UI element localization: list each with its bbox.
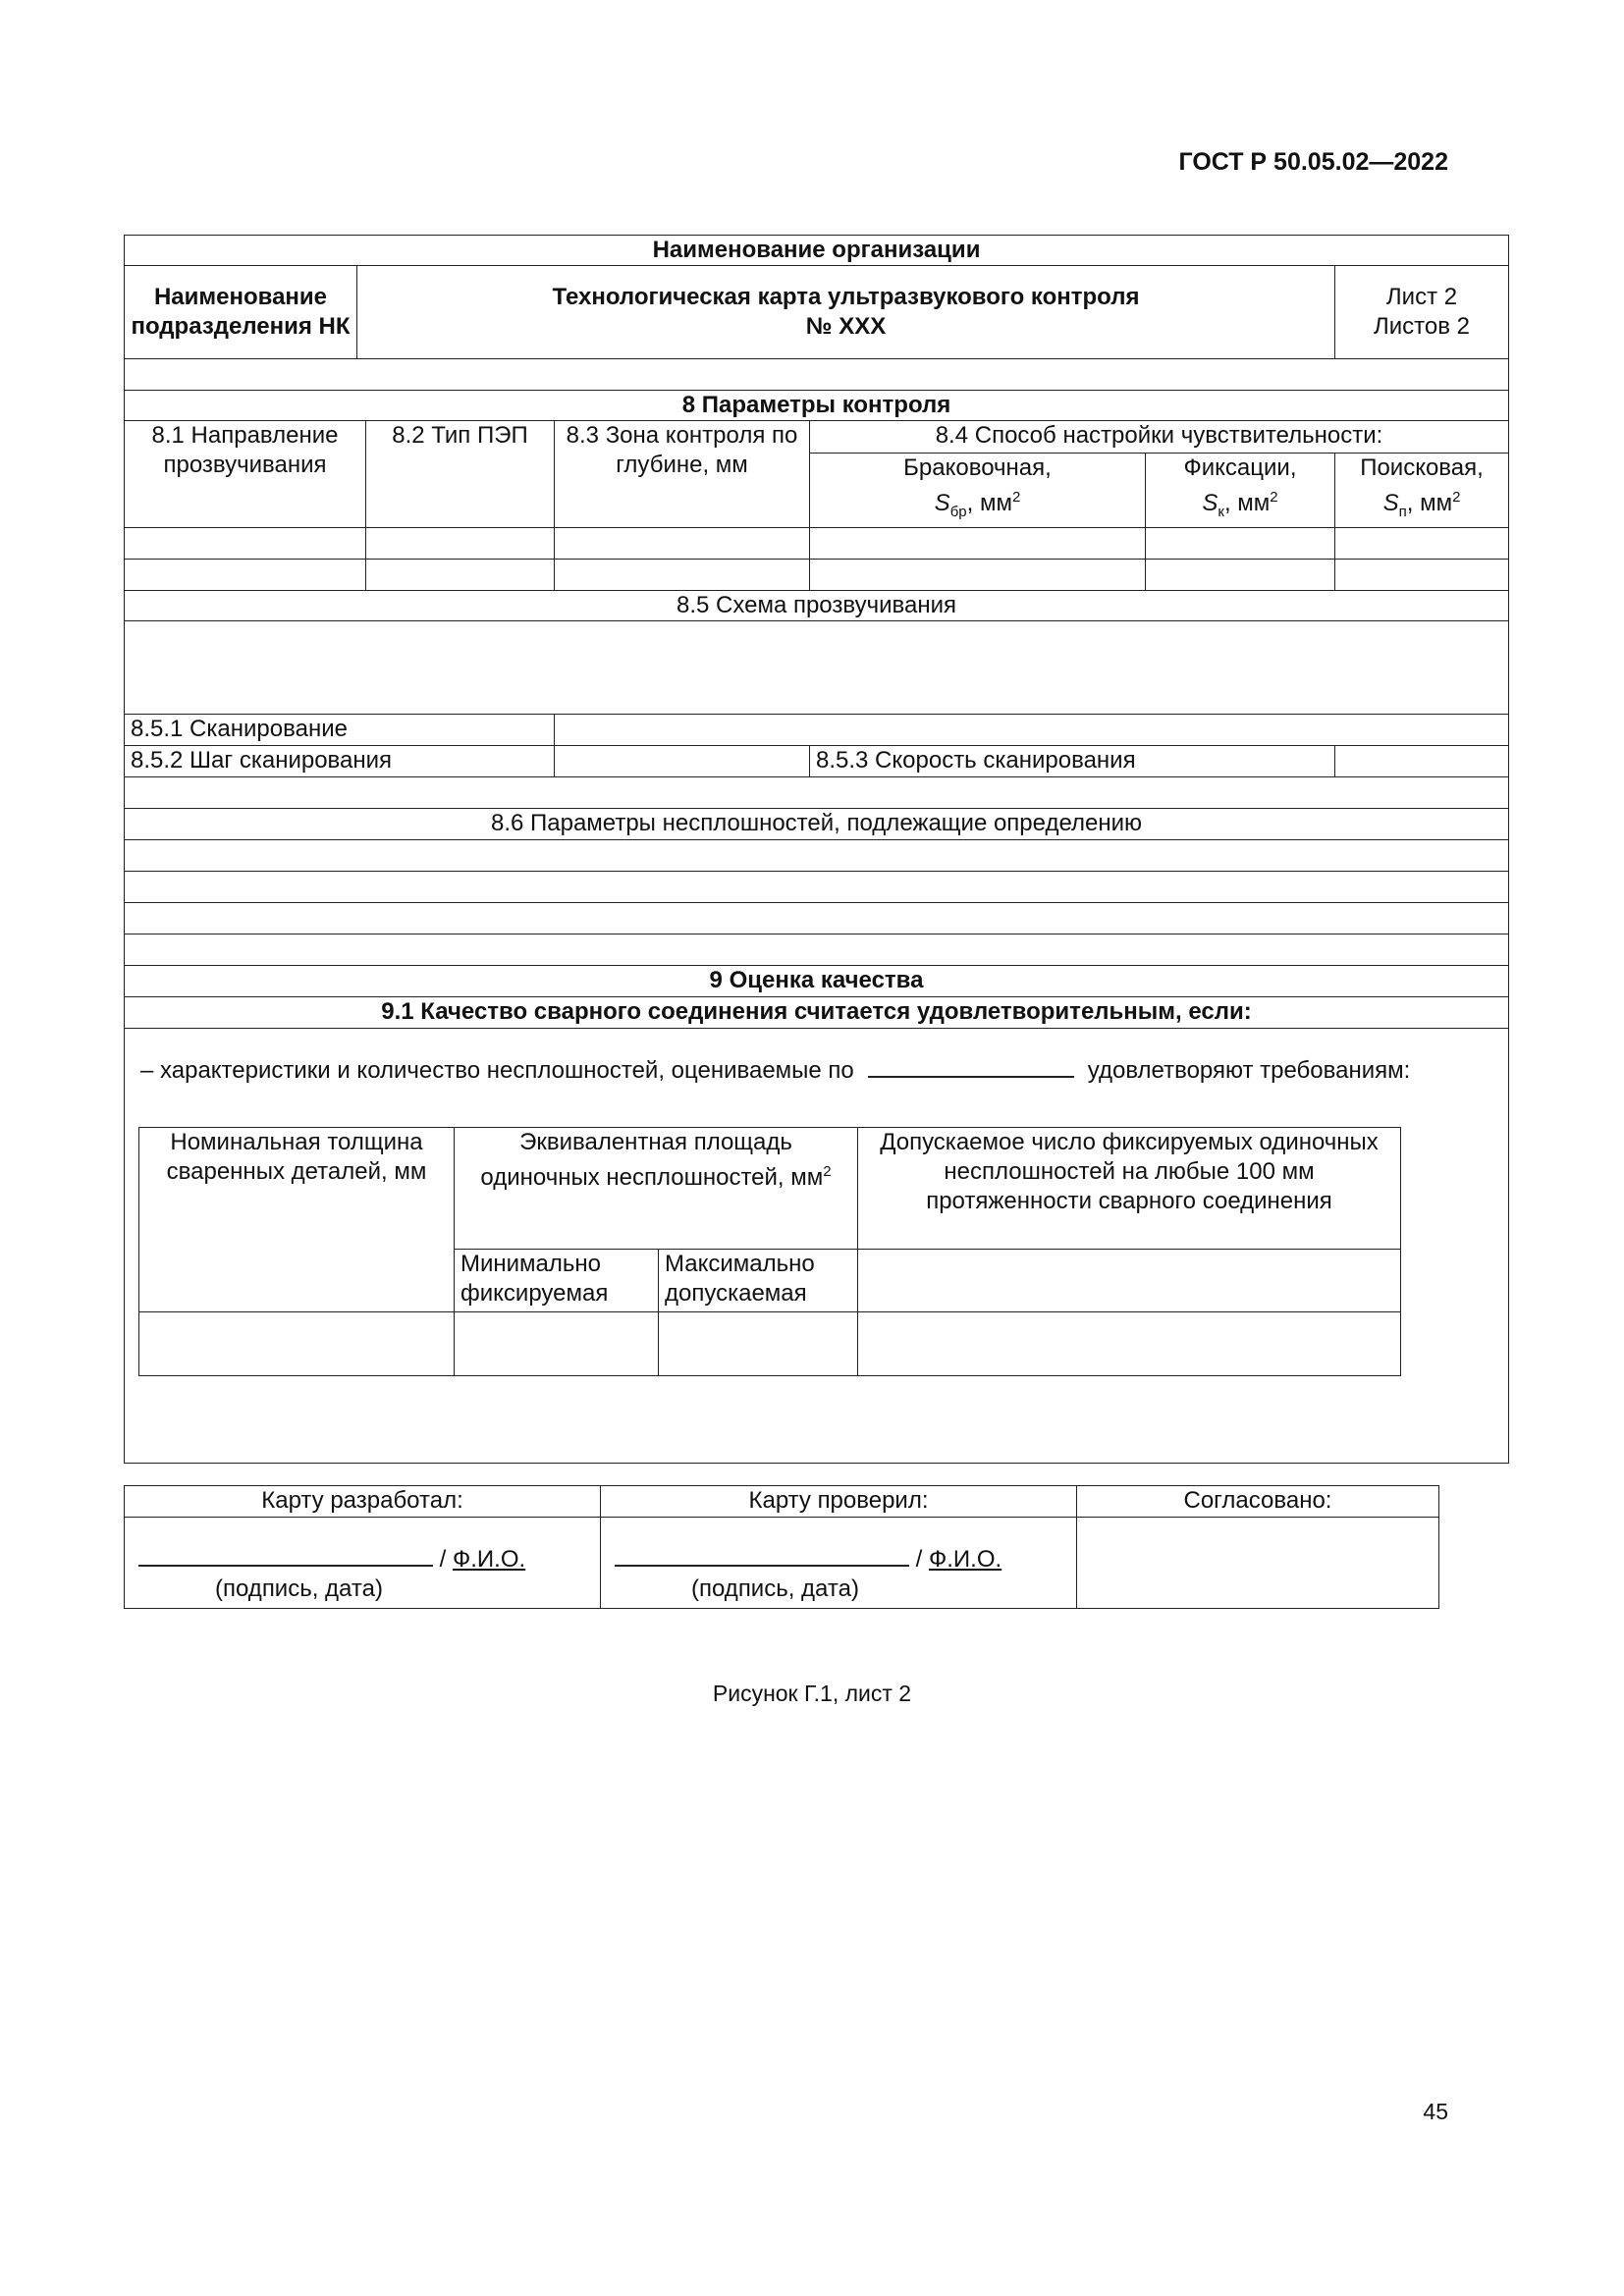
scheme-area [125, 620, 1509, 714]
sub-fix-label: Фиксации, [1183, 454, 1297, 481]
unit-mm: , мм [1406, 490, 1453, 516]
allowed-subcell [858, 1249, 1401, 1311]
unit-sup: 2 [1011, 489, 1021, 506]
sub-search-unit [1341, 483, 1502, 527]
col-allowed: Допускаемое число фиксируемых одиночных несплошностей на любые 100 мм протяженности сварного соединения [858, 1127, 1401, 1249]
organization-name: Наименование организации [125, 236, 1509, 266]
checked-signature [601, 1518, 1077, 1609]
scan-speed-value [1335, 745, 1509, 776]
blank-row [125, 359, 1509, 391]
quality-section [125, 1028, 1509, 1463]
card-number: № XXX [805, 313, 887, 340]
quality-table [138, 1127, 1401, 1376]
defects-row [125, 934, 1509, 965]
fio-label: Ф.И.О. [929, 1546, 1002, 1573]
unit-mm: , мм [1223, 490, 1271, 516]
checked-signature-line: / Ф.И.О. [615, 1541, 1068, 1575]
blank-row [125, 776, 1509, 808]
developed-signature [125, 1518, 601, 1609]
col-area [455, 1127, 858, 1249]
sheet-number: Лист 2 [1385, 284, 1458, 310]
signature-blank[interactable] [615, 1541, 909, 1567]
unit-sup: 2 [1270, 489, 1278, 506]
section9-subtitle: 9.1 Качество сварного соединения считается удовлетворительным, если: [125, 996, 1509, 1028]
quality-entry-row [139, 1311, 1401, 1375]
defects-title: 8.6 Параметры несплошностей, подлежащие определению [125, 808, 1509, 839]
col-zone: 8.3 Зона контроля по глубине, мм [555, 421, 810, 528]
scanning-label: 8.5.1 Сканирование [125, 714, 555, 745]
developed-label: Карту разработал: [125, 1486, 601, 1518]
agreed-signature [1077, 1518, 1439, 1609]
sub-reject-index: бр [949, 503, 967, 520]
sub-reject-unit [816, 483, 1139, 527]
document-blank-field[interactable] [868, 1054, 1074, 1078]
card-title-cell [357, 266, 1335, 359]
unit-sup: 2 [1452, 489, 1461, 506]
page-number: 45 [1423, 2099, 1448, 2124]
sub-max: Максимально допускаемая [659, 1249, 858, 1311]
sub-min: Минимально фиксируемая [455, 1249, 659, 1311]
sub-reject-symbol: S [934, 490, 950, 516]
col-thickness: Номинальная толщина сваренных деталей, мм [139, 1127, 455, 1311]
sub-search-label: Поисковая, [1360, 454, 1484, 481]
params-entry-row [125, 527, 1509, 559]
fio-label: Ф.И.О. [453, 1546, 526, 1573]
figure-caption: Рисунок Г.1, лист 2 [712, 1681, 912, 1706]
document-standard-header: ГОСТ Р 50.05.02—2022 [1178, 148, 1448, 176]
req-prefix: – характеристики и количество несплошностей, оцениваемые по [140, 1056, 854, 1084]
sheets-total: Листов 2 [1374, 313, 1470, 340]
checked-label: Карту проверил: [601, 1486, 1077, 1518]
col-area-label: Эквивалентная площадь одиночных несплошностей, мм [480, 1128, 824, 1191]
subdivision-name: Наименование подразделения НК [125, 266, 357, 359]
scanning-value [555, 714, 1509, 745]
unit-mm: , мм [966, 490, 1012, 516]
col-direction: 8.1 Направление прозвучивания [125, 421, 366, 528]
sub-search-index: п [1398, 503, 1407, 520]
col-pep-type: 8.2 Тип ПЭП [366, 421, 555, 528]
sheet-info [1335, 266, 1509, 359]
scan-step-value [555, 745, 810, 776]
sub-reject-label: Браковочная, [903, 454, 1052, 481]
technological-card-form [124, 235, 1509, 1464]
req-suffix: удовлетворяют требованиям: [1087, 1056, 1411, 1084]
col-sensitivity: 8.4 Способ настройки чувствительности: [810, 421, 1509, 454]
defects-row [125, 871, 1509, 902]
sub-fix-symbol: S [1202, 490, 1218, 516]
scan-step-label: 8.5.2 Шаг сканирования [125, 745, 555, 776]
scheme-title: 8.5 Схема прозвучивания [125, 590, 1509, 620]
defects-row [125, 902, 1509, 934]
sub-reject [810, 454, 1146, 528]
defects-row [125, 839, 1509, 871]
params-entry-row [125, 559, 1509, 590]
section8-title: 8 Параметры контроля [125, 391, 1509, 421]
sign-date-label: (подпись, дата) [215, 1575, 383, 1602]
sub-search-symbol: S [1382, 490, 1399, 516]
card-title: Технологическая карта ультразвукового контроля [552, 284, 1140, 310]
agreed-label: Согласовано: [1077, 1486, 1439, 1518]
developed-signature-line: / Ф.И.О. [138, 1541, 592, 1575]
section9-title: 9 Оценка качества [125, 965, 1509, 996]
signature-table [124, 1485, 1439, 1609]
requirement-text [140, 1054, 1492, 1086]
scan-speed-label: 8.5.3 Скорость сканирования [810, 745, 1335, 776]
sign-date-label: (подпись, дата) [691, 1575, 859, 1602]
sub-search [1335, 454, 1509, 528]
sub-fix-unit [1152, 483, 1328, 527]
sub-fix-index: к [1218, 503, 1224, 520]
col-area-sup: 2 [823, 1162, 832, 1180]
signature-blank[interactable] [138, 1541, 433, 1567]
sub-fix [1146, 454, 1335, 528]
